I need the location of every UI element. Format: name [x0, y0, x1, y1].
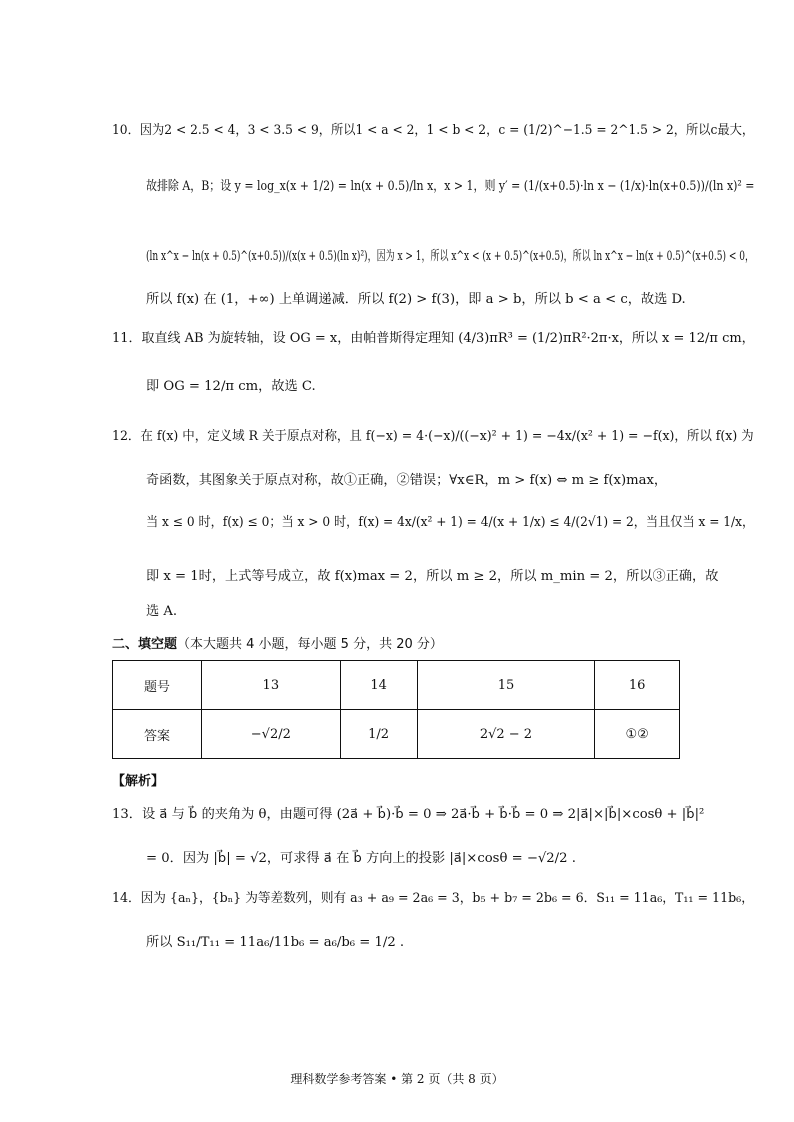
answer-table: [112, 660, 680, 759]
table-cell: ①②: [595, 710, 680, 759]
solution-10-line-4: 所以 f(x) 在 (1，+∞) 上单调递减．所以 f(2) > f(3)，即 a > b，所以 b < a < c，故选 D.: [146, 292, 686, 307]
table-cell: 13: [202, 661, 341, 710]
table-header-row: [113, 661, 680, 710]
solution-14-line-1: 14．因为 {aₙ}，{bₙ} 为等差数列，则有 a₃ + a₉ = 2a₆ = 3，b₅ + b₇ = 2b₆ = 6．S₁₁ = 11a₆，T₁₁ = 11b₆，: [112, 891, 754, 906]
solution-12-line-2: 奇函数，其图象关于原点对称，故①正确，②错误；∀x∈R，m > f(x) ⇔ m ≥ f(x)max，: [146, 473, 668, 488]
solution-14-line-2: 所以 S₁₁/T₁₁ = 11a₆/11b₆ = a₆/b₆ = 1/2 .: [146, 935, 405, 950]
solution-10-line-1: 10．因为2 < 2.5 < 4，3 < 3.5 < 9，所以1 < a < 2，1 < b < 2，c = (1/2)^−1.5 = 2^1.5 > 2，所以c最大，: [112, 123, 755, 138]
section-title: 二、填空题: [112, 637, 178, 652]
table-cell: 题号: [113, 661, 202, 710]
table-cell: 答案: [113, 710, 202, 759]
solution-12-line-4: 即 x = 1时，上式等号成立，故 f(x)max = 2，所以 m ≥ 2，所以 m_min = 2，所以③正确，故: [146, 569, 719, 584]
solution-12-line-3: 当 x ≤ 0 时，f(x) ≤ 0；当 x > 0 时，f(x) = 4x/(x² + 1) = 4/(x + 1/x) ≤ 4/(2√1) = 2，当且仅当 x = 1/x，: [146, 515, 755, 530]
solution-13-line-2: = 0．因为 |b⃗| = √2，可求得 a⃗ 在 b⃗ 方向上的投影 |a⃗|×cosθ = −√2/2 .: [146, 851, 576, 866]
page-footer: 理科数学参考答案 • 第 2 页（共 8 页）: [290, 1072, 504, 1086]
solution-12-line-1: 12．在 f(x) 中，定义域 R 关于原点对称，且 f(−x) = 4·(−x)/((−x)² + 1) = −4x/(x² + 1) = −f(x)，所以 f(x) 为: [112, 429, 754, 444]
section-heading: [112, 633, 443, 652]
table-cell: −√2/2: [202, 710, 341, 759]
table-answer-row: [113, 710, 680, 759]
table-cell: 1/2: [340, 710, 417, 759]
solution-10-line-2: 故排除 A，B；设 y = log_x(x + 1/2) = ln(x + 0.5)/ln x，x > 1，则 y′ = (1/(x+0.5)·ln x − (1/x)·ln(x+0.5))/(ln x)² =: [146, 179, 755, 194]
solution-11-line-1: 11．取直线 AB 为旋转轴，设 OG = x，由帕普斯得定理知 (4/3)πR³ = (1/2)πR²·2π·x，所以 x = 12/π cm，: [112, 331, 755, 346]
table-cell: 15: [417, 661, 595, 710]
section-note: （本大题共 4 小题，每小题 5 分，共 20 分）: [177, 637, 443, 652]
table-cell: 16: [595, 661, 680, 710]
analysis-heading: 【解析】: [112, 774, 165, 789]
solution-13-line-1: 13．设 a⃗ 与 b⃗ 的夹角为 θ，由题可得 (2a⃗ + b⃗)·b⃗ = 0 ⇒ 2a⃗·b⃗ + b⃗·b⃗ = 0 ⇒ 2|a⃗|×|b⃗|×cosθ + |b⃗|²: [112, 807, 705, 822]
solution-12-line-5: 选 A.: [146, 604, 178, 619]
solution-10-line-3: (ln x^x − ln(x + 0.5)^(x+0.5))/(x(x + 0.5)(ln x)²)，因为 x > 1，所以 x^x < (x + 0.5)^(x+0.5)，所以 ln x^x − ln(x + 0.5)^(x+0.5) < 0，: [146, 249, 754, 264]
table-cell: 14: [340, 661, 417, 710]
table-cell: 2√2 − 2: [417, 710, 595, 759]
solution-11-line-2: 即 OG = 12/π cm，故选 C.: [146, 379, 316, 394]
